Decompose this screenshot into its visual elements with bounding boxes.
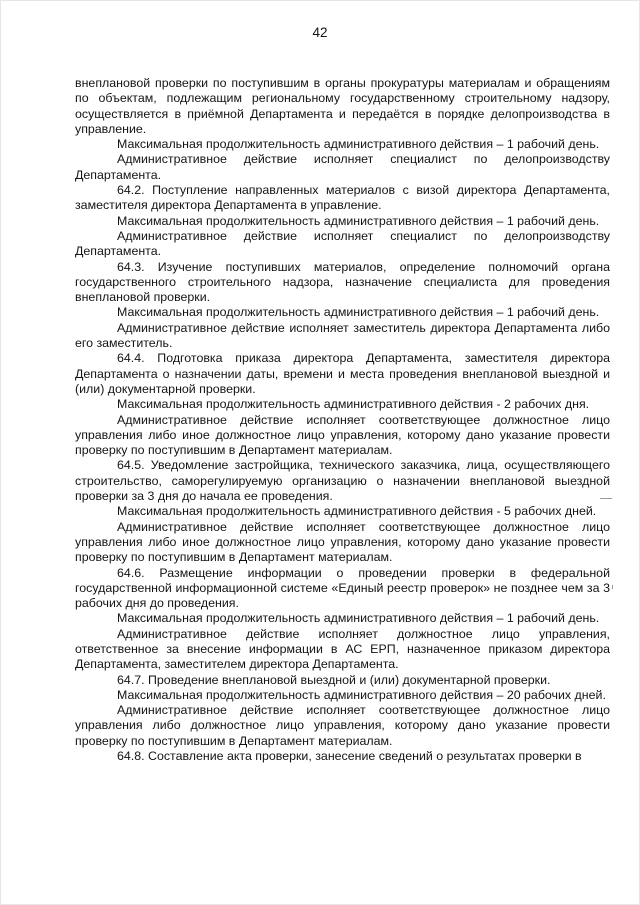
page-number: 42 — [312, 25, 328, 40]
paragraph: Административное действие исполняет соответствующее должностное лицо управления либо должностное лицо управления, которому дано указание провести проверку по поступившим в Департамент материалам. — [75, 703, 610, 748]
paragraph: 64.3. Изучение поступивших материалов, определение полномочий органа государственного строительного надзора, назначение специалиста для проведения внеплановой проверки. — [75, 259, 610, 305]
paragraph: Административное действие исполняет заместитель директора Департамента либо его заместитель. — [75, 320, 610, 351]
paragraph: Максимальная продолжительность административного действия – 1 рабочий день. — [117, 305, 600, 320]
document-body — [75, 76, 610, 764]
paragraph: Максимальная продолжительность административного действия - 5 рабочих дней. — [117, 504, 597, 519]
paragraph: Максимальная продолжительность административного действия – 20 рабочих дней. — [117, 687, 606, 702]
paragraph: Административное действие исполняет должностное лицо управления, ответственное за внесение информации в АС ЕРП, назначенное приказом директора Департамента, заместителем директора Департамента. — [75, 626, 610, 672]
paragraph: 64.8. Составление акта проверки, занесение сведений о результатах проверки в — [117, 749, 582, 764]
paragraph: Административное действие исполняет специалист по делопроизводству Департамента. — [75, 228, 610, 259]
paragraph: 64.5. Уведомление застройщика, технического заказчика, лица, осуществляющего строительство, саморегулируемую организацию о назначении внеплановой выездной проверки за 3 дня до начала ее проведения. — [75, 458, 610, 504]
paragraph: Административное действие исполняет соответствующее должностное лицо управления либо иное должностное лицо управления, которому дано указание провести проверку по поступившим в Департамент материалам. — [75, 519, 610, 565]
paragraph: 64.4. Подготовка приказа директора Департамента, заместителя директора Департамента о назначении даты, времени и места проведения внеплановой выездной и (или) документарной проверки. — [75, 351, 610, 396]
paragraph: Максимальная продолжительность административного действия – 1 рабочий день. — [117, 611, 600, 626]
scan-mark — [612, 585, 613, 589]
paragraph: 64.6. Размещение информации о проведении проверки в федеральной государственной информационной системе «Единый реестр проверок» не позднее чем за 3 рабочих дня до проведения. — [75, 565, 610, 611]
paragraph: Административное действие исполняет соответствующее должностное лицо управления либо иное должностное лицо управления, которому дано указание провести проверку по поступившим в Департамент материалам. — [75, 412, 610, 458]
paragraph: Административное действие исполняет специалист по делопроизводству Департамента. — [75, 152, 610, 182]
paragraph: Максимальная продолжительность административного действия – 1 рабочий день. — [117, 137, 600, 152]
paragraph: Максимальная продолжительность административного действия - 2 рабочих дня. — [117, 397, 590, 412]
paragraph: Максимальная продолжительность административного действия – 1 рабочий день. — [117, 213, 600, 228]
paragraph: внеплановой проверки по поступившим в органы прокуратуры материалам и обращениям по объектам, подлежащим региональному государственному строительному надзору, осуществляется в приёмной Департамента и передаётся в порядке делопроизводства в управление. — [75, 76, 610, 136]
paragraph: 64.2. Поступление направленных материалов с визой директора Департамента, заместителя директора Департамента в управление. — [75, 183, 610, 213]
paragraph: 64.7. Проведение внеплановой выездной и (или) документарной проверки. — [117, 672, 551, 687]
